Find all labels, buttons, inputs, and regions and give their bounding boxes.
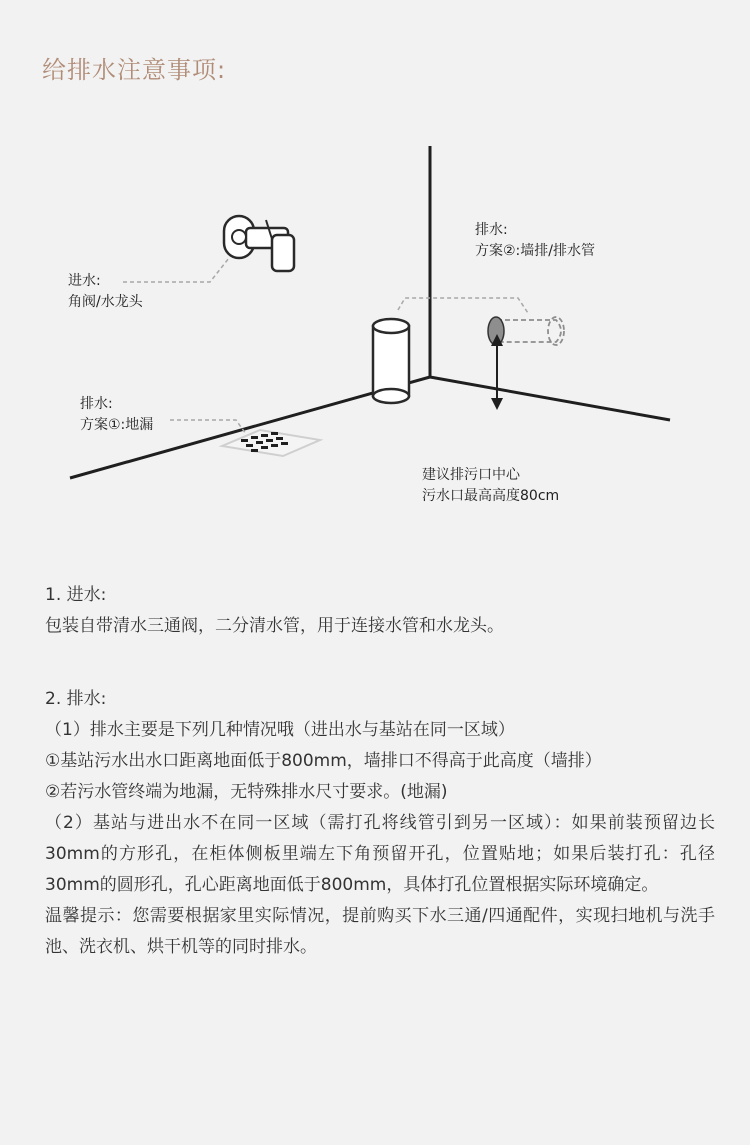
drain-line-1: （1）排水主要是下列几种情况哦（进出水与基站在同一区域） xyxy=(45,720,515,740)
drain-paragraph-2: （2）基站与进出水不在同一区域（需打孔将线管引到另一区域）：如果前装预留边长30mm的方形孔，在柜体侧板里端左下角预留开孔，位置贴地；如果后装打孔：孔径30mm的圆形孔，孔心距离地面低于800mm，具体打孔位置根据实际环境确定。 xyxy=(45,813,715,895)
drain-line-3: ②若污水管终端为地漏，无特殊排水尺寸要求。(地漏) xyxy=(45,782,448,802)
wall-drain-label xyxy=(475,220,595,262)
tip-text: 温馨提示：您需要根据家里实际情况，提前购买下水三通/四通配件，实现扫地机与洗手池、洗衣机、烘干机等的同时排水。 xyxy=(45,906,715,957)
page-title: 给排水注意事项: xyxy=(42,56,227,84)
inlet-label xyxy=(68,271,143,313)
floor-drain-label xyxy=(80,394,153,436)
height-note-line-2: 污水口最高高度80cm xyxy=(422,488,560,504)
drain-heading: 2. 排水: xyxy=(45,689,107,709)
floor-drain-label-title: 排水: xyxy=(80,396,113,412)
faucet-icon xyxy=(224,216,294,271)
instructions-text xyxy=(45,580,715,963)
height-note-line-1: 建议排污口中心 xyxy=(422,467,520,483)
drain-pipe-icon xyxy=(373,319,409,403)
wall-drain-label-title: 排水: xyxy=(475,222,508,238)
floor-drain-icon xyxy=(222,430,320,456)
floor-drain-label-desc: 方案①:地漏 xyxy=(80,417,154,433)
inlet-label-desc: 角阀/水龙头 xyxy=(68,294,143,310)
section-spacer xyxy=(45,642,715,684)
inlet-text: 包装自带清水三通阀，二分清水管，用于连接水管和水龙头。 xyxy=(45,616,504,636)
inlet-label-title: 进水: xyxy=(68,273,101,289)
drain-line-2: ①基站污水出水口距离地面低于800mm，墙排口不得高于此高度（墙排） xyxy=(45,751,602,771)
inlet-heading: 1. 进水: xyxy=(45,585,107,605)
height-arrow-icon xyxy=(491,334,503,410)
height-note-label xyxy=(422,465,559,507)
wall-drain-label-desc: 方案②:墙排/排水管 xyxy=(475,243,595,259)
drain-diagram xyxy=(0,0,750,560)
